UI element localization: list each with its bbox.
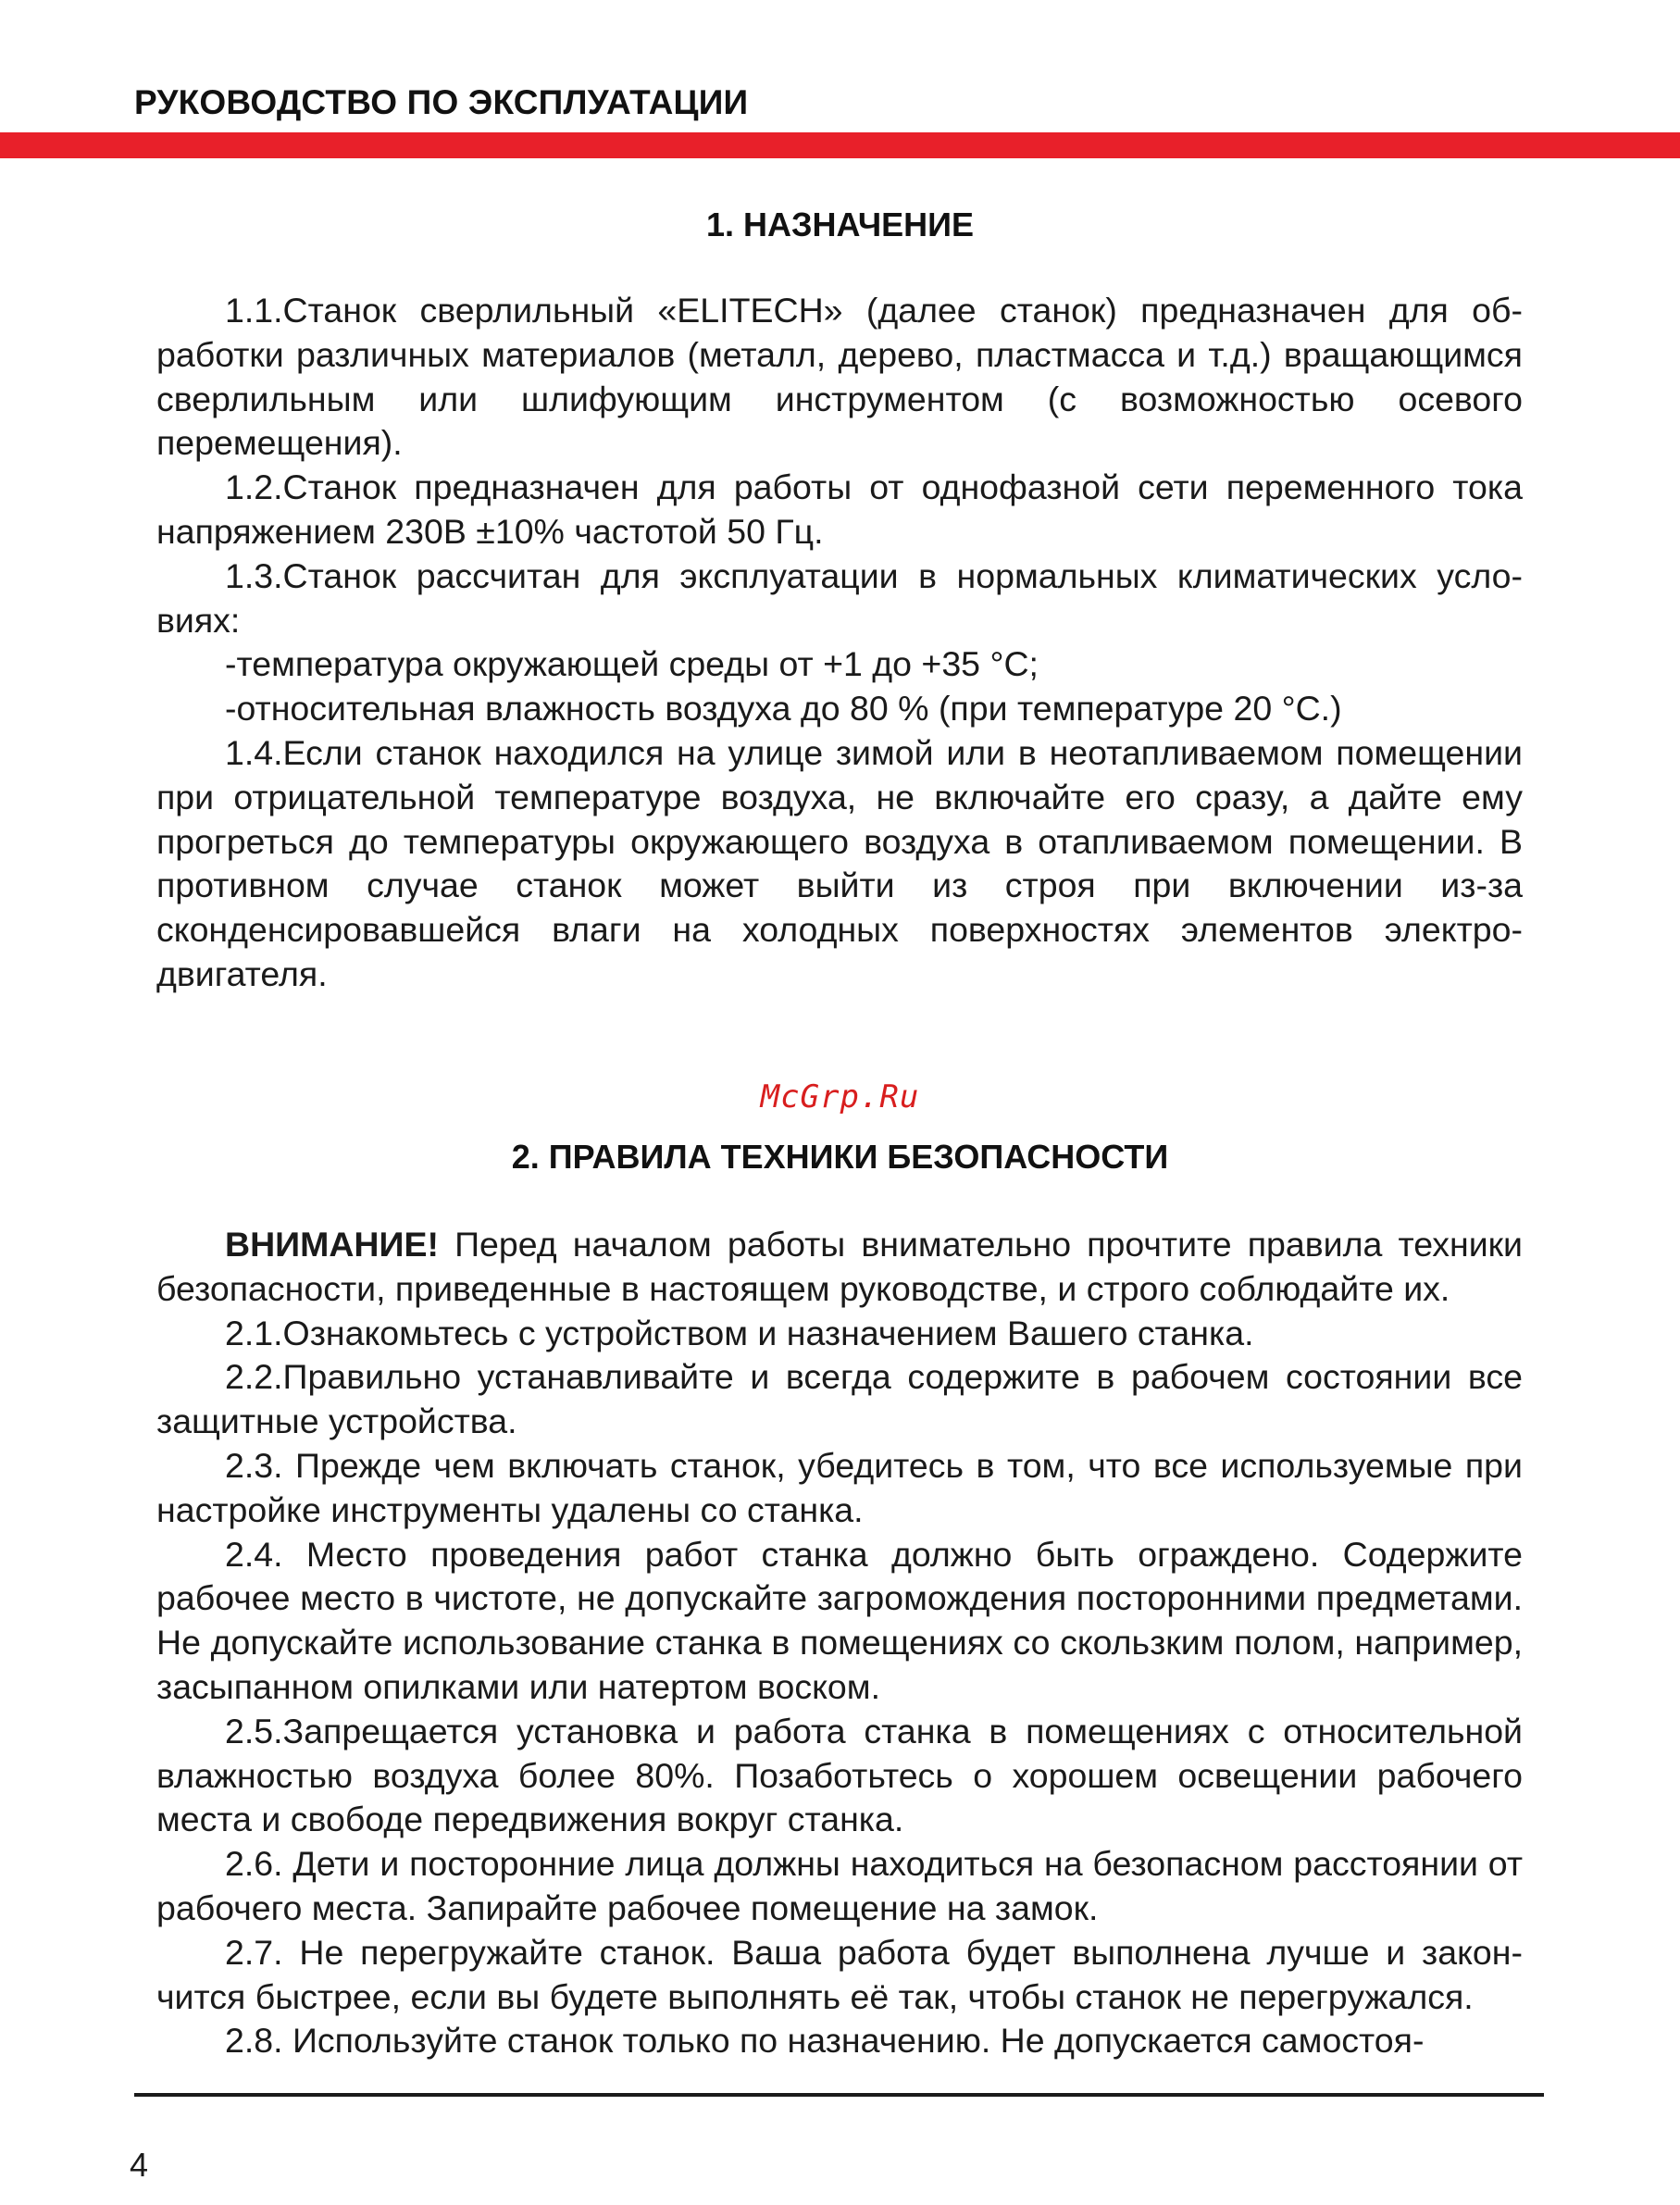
paragraph-2-6: 2.6. Дети и посторонние лица должны находиться на безопасном расстоянии от рабочего места. Запирайте рабочее помещение на замок. (156, 1844, 1523, 1927)
paragraph-2-8: 2.8. Используйте станок только по назначению. Не допускается самостоя- (225, 2021, 1425, 2061)
paragraph-1-2: 1.2.Станок предназначен для работы от однофазной сети переменного тока напряжением 230В ±10% частотой 50 Гц. (156, 467, 1523, 551)
attention-label: ВНИМАНИЕ! (225, 1225, 439, 1264)
paragraph-1-3-temperature: -температура окружающей среды от +1 до +35 °С; (225, 644, 1039, 684)
running-header-title: РУКОВОДСТВО ПО ЭКСПЛУАТАЦИИ (134, 83, 749, 121)
paragraph-1-3: 1.3.Станок рассчитан для эксплуатации в нормальных климатических условиях: (156, 555, 1523, 640)
paragraph-2-3: 2.3. Прежде чем включать станок, убедитесь в том, что все используемые при настройке инструменты удалены со станка. (156, 1445, 1523, 1529)
watermark-text: McGrp.Ru (760, 1078, 920, 1115)
paragraph-1-1: 1.1.Станок сверлильный «ELITECH» (далее станок) предназначен для обработки различных материалов (металл, дерево, пластмасса и т.д.) вращающимся сверлильным или шлифующим инструментом (с возможностью осевого перемещения). (156, 291, 1523, 463)
section-1-body (156, 289, 1523, 997)
paragraph-2-2: 2.2.Правильно устанавливайте и всегда содержите в рабочем состоянии все защитные устройства. (156, 1357, 1523, 1441)
paragraph-2-4: 2.4. Место проведения работ станка должно быть ограждено. Содержите рабочее место в чистоте, не допускайте загромождения посторонними предметами. Не допускайте использование станка в помещениях со скользким полом, например, засыпанном опилками или натертом воском. (156, 1534, 1523, 1706)
section-2-heading: 2. ПРАВИЛА ТЕХНИКИ БЕЗОПАСНОСТИ (511, 1138, 1169, 1176)
paragraph-2-7: 2.7. Не перегружайте станок. Ваша работа будет выполнена лучше и закончится быстрее, если вы будете выполнять её так, чтобы станок не перегружался. (156, 1932, 1523, 2016)
section-1-heading: 1. НАЗНАЧЕНИЕ (705, 206, 975, 243)
footer-rule (134, 2093, 1544, 2097)
attention-paragraph (156, 1223, 1523, 1312)
paragraph-1-4: 1.4.Если станок находился на улице зимой или в неотапливаемом помещении при отрицательной температуре воздуха, не включайте его сразу, а дайте ему прогреться до температуры окружающего воздуха в отапливаемом помещении. В противном случае станок может выйти из строя при включении из-за сконденсировавшейся влаги на холодных поверхностях элементов электродвигателя. (156, 732, 1523, 993)
paragraph-2-5: 2.5.Запрещается установка и работа станка в помещениях с относительной влажностью воздуха более 80%. Позаботьтесь о хорошем освещении рабочего места и свободе передвижения вокруг станка. (156, 1711, 1523, 1839)
header-red-band (0, 132, 1680, 158)
page-number: 4 (130, 2146, 149, 2184)
paragraph-2-1: 2.1.Ознакомьтесь с устройством и назначением Вашего станка. (225, 1313, 1254, 1352)
paragraph-1-3-humidity: -относительная влажность воздуха до 80 % (при температуре 20 °С.) (225, 689, 1342, 729)
section-2-body (156, 1223, 1523, 2063)
attention-text: Перед началом работы внимательно прочтите правила техники безопасности, приведенные в настоящем руководстве, и строго соблюдайте их. (156, 1225, 1523, 1308)
